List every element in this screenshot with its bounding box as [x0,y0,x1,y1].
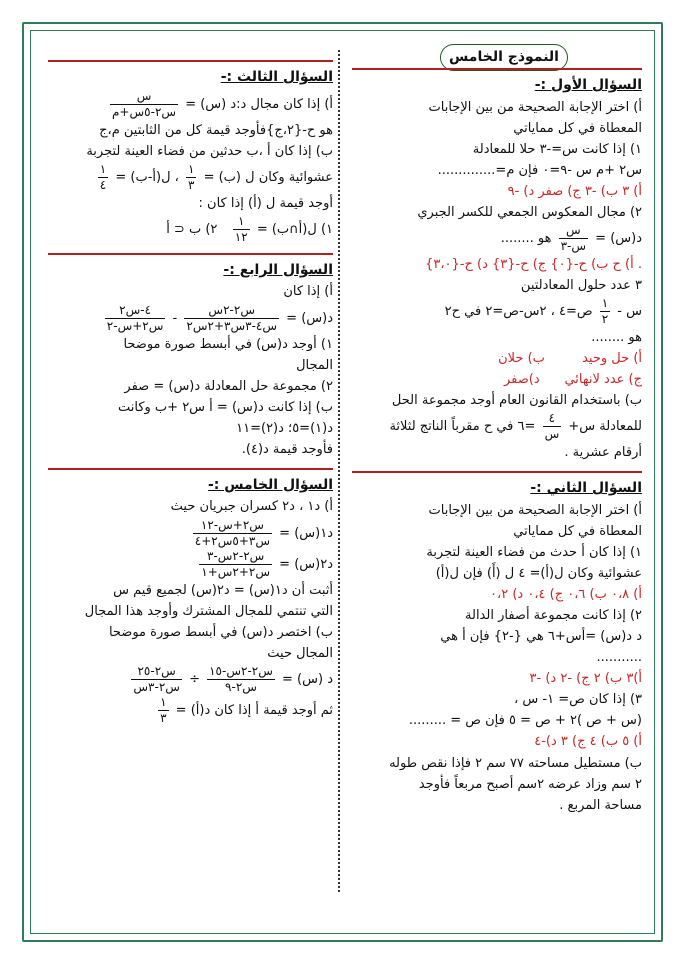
fraction: $\frac{١}{١٢}$ [234,213,248,244]
q2-part-b: ب) مستطيل مساحته ٧٧ سم ٢ فإذا نقص طوله [389,755,642,771]
fraction: $\frac{\text{س}}{\text{س٢-٥س+م}}$ [112,88,177,119]
q5-part-a: أ) د١ ، د٢ كسران جبريان حيث [170,499,333,515]
q4-part-b-3: فأوجد قيمة د(٤). [241,441,333,457]
q2-item2-c: ........... [596,650,642,666]
q3-heading: السؤال الثالث :- [220,69,333,85]
q1-part-b-eq: للمعادلة س+ $\frac{٤}{\text{س}}$ =٦ في ح مقرباً الناتج لثلاثة [389,411,642,442]
q1-item2: ٢) مجال المعكوس الجمعي للكسر الجبري [417,204,642,220]
q5-f1: د١(س) = $\frac{\text{س٢+س-١٢}}{\text{س٣+٥س٢+٤}}$ [194,517,333,548]
q5-part-a-3: التي تنتمي للمجال المشترك وأوجد هذا المجال [84,603,333,619]
q2-item3-options: أ) ٥ ب) ٤ ج) ٣ د)-٤ [534,734,642,750]
q2-item2-b: د د(س) =أس+٦ هي {-٢} فإن أ هي [440,629,642,645]
q3-part-b: ب) إذا كان أ ،ب حدثين من فضاء العينة لتجربة [86,143,333,159]
q4-part-a: أ) إذا كان [283,284,333,300]
fraction: $\frac{\text{س٢-٢س-١٥}}{\text{س٢-٩}}$ [209,663,273,694]
q2-intro-2: المعطاة في كل مماياتي [513,524,642,539]
q1-part-b: ب) باستخدام القانون العام أوجد مجموعة الحل [391,393,642,409]
q4-heading: السؤال الرابع :- [223,261,333,278]
q5-heading: السؤال الخامس :- [207,476,333,493]
fraction: $\frac{\text{س٢-٢س-٣}}{\text{س٢+٢س+١}}$ [201,548,271,579]
q2-item1-b: عشوائية وكان ل(أ)= ٤ ل (أَ) فإن ل(أ) [435,566,642,582]
q2-part-b-2: ٢ سم وزاد عرضه ٢سم أصبح مربعاً فأوجد [418,776,642,792]
section-divider [48,253,333,255]
fraction: $\frac{١}{٣}$ [187,161,195,192]
q3-part-a: أ) إذا كان مجال د:د (س) = $\frac{\text{س}}{\text{س٢-٥س+م}}$ [112,88,333,119]
q1-intro: أ) اختر الإجابة الصحيحة من بين الإجابات [428,99,642,115]
fraction: $\frac{٤}{\text{س}}$ [544,411,560,442]
right-column [352,40,642,816]
q1-item3-b: هو ........ [591,330,642,346]
q1-item3-options-1: أ) حل وحيد ب) حلان [498,351,642,367]
q1-item3: ٣ عدد حلول المعادلتين [520,278,642,293]
q2-item1-options: أ) ٠،٨ ب) ٠،٦ ج) ٠،٤ د) ٠،٢ [490,587,642,603]
q1-item3-options-2: ج) عدد لانهائي د)صفر [504,372,642,388]
q3-part-b-3: أوجد قيمة ل (أ) إذا كان : [198,195,333,211]
q2-intro: أ) اختر الإجابة الصحيحة من بين الإجابات [428,502,642,518]
q1-part-b-end: أرقام عشرية . [564,445,642,461]
q2-item3-b: (س + ص )٢ + ص = ٥ فإن ص = ......... [408,713,642,729]
q3-part-b-4: ١) ل(أ∩ب) = $\frac{١}{١٢}$ ٢) ب ⊂ أ [166,213,333,244]
fraction: $\frac{\text{س}}{\text{س-٣}}$ [560,222,587,253]
fraction: $\frac{\text{س٢-٢٥}}{\text{س٢-٣س}}$ [133,663,180,694]
q4-part-b: ب) إذا كانت د(س) = أ س٢ +ب وكانت [117,399,333,415]
q4-part-b-2: د(١)=٥؛ د(٢)=١١ [236,420,333,436]
q3-part-a-2: هو ح-{٢،ج}فأوجد قيمة كل من الثابتين م،ج [99,122,333,138]
q3-part-b-2: عشوائية وكان ل (ب) = $\frac{١}{٣}$ ، ل(أ-ب) = $\frac{١}{٤}$ [99,161,333,192]
section-divider [352,68,642,70]
q4-eq: د(س) = $\frac{\text{س٢-٢س}}{\text{س٤-٣س٣+٢س٢}}$ - $\frac{\text{٤-س٢}}{\text{س٢+س-٢}}$ [106,302,333,333]
q5-part-a-2: أثبت أن د١(س) = د٢(س) لجميع قيم س [113,582,333,598]
q1-item1: ١) إذا كانت س=-٣ حلا للمعادلة [472,141,642,157]
q2-part-b-3: مساحة المربع . [559,797,642,813]
section-divider [48,60,333,62]
q1-item2-eq: د(س) = $\frac{\text{س}}{\text{س-٣}}$ هو ........ [500,222,642,253]
q5-part-b-eq: د (س) = $\frac{\text{س٢-٢س-١٥}}{\text{س٢-٩}}$ ÷ $\frac{\text{س٢-٢٥}}{\text{س٢-٣س}}$ [133,663,333,694]
q1-item2-options: . أ) ح ب) ح-{٠} ج) ح-{٣} د) ح-{٣،٠} [425,256,642,272]
fraction: $\frac{\text{٤-س٢}}{\text{س٢+س-٢}}$ [106,302,164,333]
fraction: $\frac{\text{س٢+س-١٢}}{\text{س٣+٥س٢+٤}}$ [194,517,271,548]
q5-part-b-2: المجال حيث [267,645,333,661]
q2-item2: ٢) إذا كانت مجموعة أصفار الدالة [465,608,642,624]
q4-part-a-1: ١) أوجد د(س) في أبسط صورة موضحا [123,336,333,352]
q1-intro-2: المعطاة في كل مماياتي [513,120,642,136]
q2-item3: ٣) إذا كان ص= ١- س ، [514,692,642,708]
q4-part-a-2: ٢) مجموعة حل المعادلة د(س) = صفر [124,378,333,394]
exam-title: النموذج الخامس [440,44,568,71]
q1-heading: السؤال الأول :- [534,77,642,93]
q5-f2: د٢(س) = $\frac{\text{س٢-٢س-٣}}{\text{س٢+٢س+١}}$ [201,548,333,579]
q1-item3-eq: س - $\frac{١}{٢}$ ص=٤ ، ٢س-ص=٢ في ح٢ [444,296,642,327]
q2-item1: ١) إذا كان أ حدث من فضاء العينة لتجربة [426,545,642,561]
section-divider [352,471,642,473]
left-column [48,58,333,726]
fraction: $\frac{١}{٣}$ [160,694,167,725]
q2-item2-options: أ)٣ ب) ٢ ج) -٢ د) -٣ [529,671,642,687]
section-divider [48,468,333,470]
q1-item1-options: أ) ٣ ب) -٣ ج) صفر د) -٩ [507,183,642,199]
fraction: $\frac{١}{٤}$ [99,161,107,192]
q2-heading: السؤال الثاني :- [530,480,642,497]
fraction: $\frac{\text{س٢-٢س}}{\text{س٤-٣س٣+٢س٢}}$ [186,302,278,333]
q5-part-b-3: ثم أوجد قيمة أ إذا كان د(أ) = $\frac{١}{٣}$ [160,694,333,725]
q5-part-b: ب) اختصر د(س) في أبسط صورة موضحا [108,624,333,640]
q1-item1-eq: س٢ +م س -٩=٠ فإن م=.............. [437,162,642,178]
fraction: $\frac{١}{٢}$ [601,296,609,327]
q4-part-a-1b: المجال [296,357,333,373]
column-divider [338,50,340,892]
